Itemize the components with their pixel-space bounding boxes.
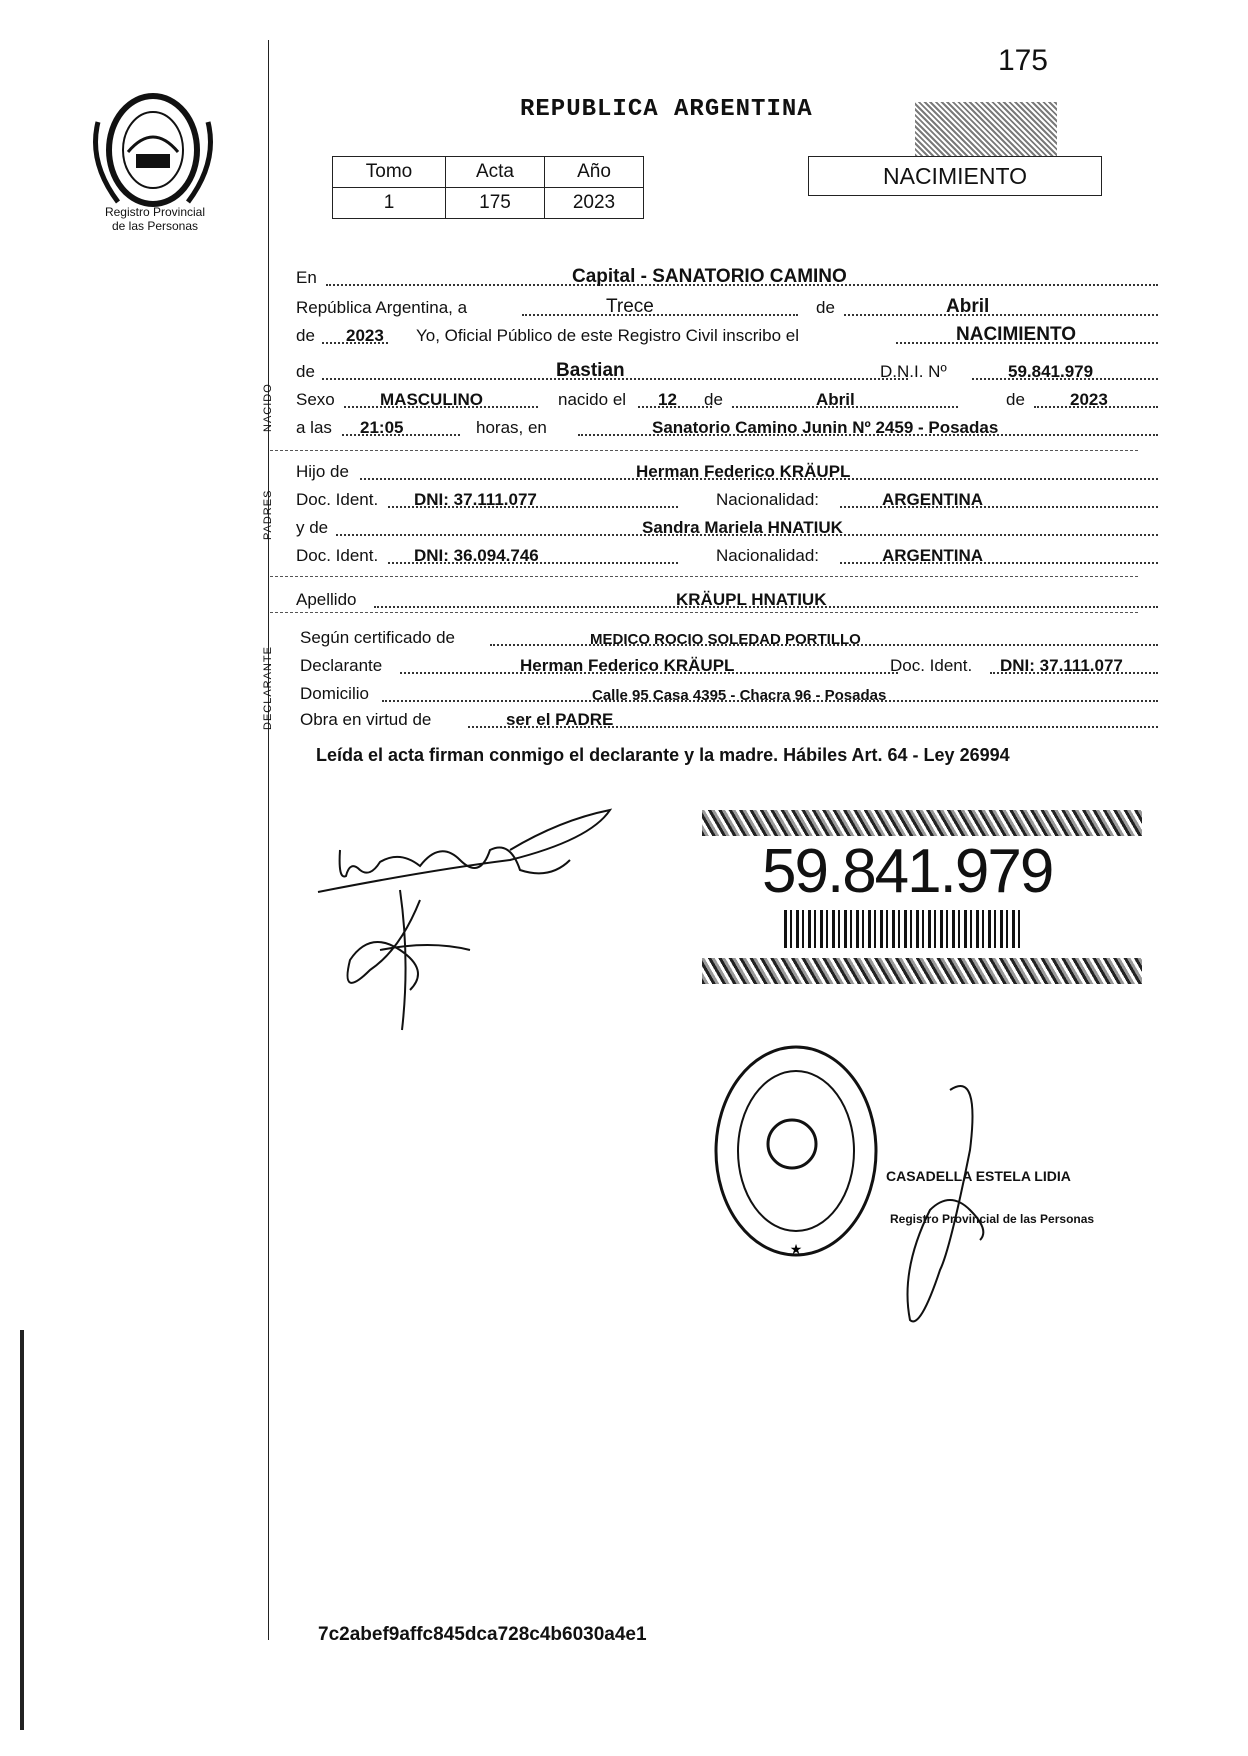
label-nac-mother: Nacionalidad: (716, 546, 820, 565)
row-sexo (296, 384, 1158, 412)
label-hijo-de: Hijo de (296, 462, 349, 481)
row-apellido (296, 584, 1158, 612)
signatures-icon (310, 800, 620, 1040)
label-de-3: de (1006, 390, 1025, 409)
row-obra (296, 704, 1158, 732)
mother-nationality: ARGENTINA (882, 546, 984, 565)
official-institution: Registro Provincial de las Personas (890, 1212, 1095, 1226)
scan-edge (20, 1330, 24, 1730)
label-doc-declarante: Doc. Ident. (890, 656, 973, 675)
registry-seal-icon (712, 1040, 880, 1262)
father-doc: DNI: 37.111.077 (414, 490, 537, 509)
row-hora (296, 412, 1158, 440)
row-father-doc (296, 484, 1158, 512)
declarante-name: Herman Federico KRÄUPL (520, 656, 735, 675)
mother-doc: DNI: 36.094.746 (414, 546, 539, 565)
row-y-de (296, 512, 1158, 540)
row-declarante (296, 650, 1158, 678)
svg-text:★: ★ (789, 1242, 803, 1258)
label-horas: horas, en (476, 418, 547, 437)
document-hash: 7c2abef9affc845dca728c4b6030a4e1 (318, 1624, 647, 1645)
record-type-box: NACIMIENTO (808, 156, 1102, 196)
label-de-name: de (296, 362, 315, 381)
page-number: 175 (997, 44, 1048, 77)
child-dni: 59.841.979 (1008, 362, 1094, 381)
father-name: Herman Federico KRÄUPL (636, 462, 851, 481)
row-republica (296, 292, 1158, 320)
act-type: NACIMIENTO (956, 324, 1076, 345)
security-band-top (702, 810, 1142, 836)
row-en (296, 262, 1158, 290)
year-value: 2023 (346, 326, 384, 345)
row-certificado (296, 622, 1158, 650)
issuer-caption (80, 205, 230, 233)
divider-3 (270, 612, 1138, 613)
label-en: En (296, 268, 317, 287)
value-tomo: 1 (333, 188, 446, 219)
value-acta: 175 (446, 188, 545, 219)
label-domicilio: Domicilio (300, 684, 369, 703)
day-word: Trece (606, 296, 654, 317)
label-a-las: a las (296, 418, 332, 437)
birth-place: Sanatorio Camino Junin Nº 2459 - Posadas (652, 418, 999, 437)
child-name: Bastian (556, 360, 625, 381)
label-republica: República Argentina, a (296, 298, 468, 317)
label-sexo: Sexo (296, 390, 335, 409)
obra-value: ser el PADRE (506, 710, 614, 729)
province-emblem-icon (88, 82, 218, 212)
month-word: Abril (946, 296, 990, 317)
issuer-caption-line2: de las Personas (111, 219, 199, 233)
label-nac-father: Nacionalidad: (716, 490, 820, 509)
label-obra: Obra en virtud de (300, 710, 432, 729)
security-stamp (915, 102, 1057, 156)
birth-day: 12 (658, 390, 677, 409)
label-declarante: Declarante (300, 656, 383, 675)
label-de: de (816, 298, 835, 317)
domicilio-value: Calle 95 Casa 4395 - Chacra 96 - Posadas (592, 687, 887, 704)
row-nacido-name (296, 356, 1158, 384)
label-de-2: de (704, 390, 723, 409)
issuer-caption-line1: Registro Provincial (104, 205, 206, 219)
mother-name: Sandra Mariela HNATIUK (642, 518, 843, 537)
father-nationality: ARGENTINA (882, 490, 984, 509)
section-nacido: NACIDO (262, 383, 274, 432)
left-margin-line (268, 40, 269, 1640)
section-padres: PADRES (262, 489, 274, 540)
header-acta: Acta (446, 157, 545, 188)
row-year (296, 320, 1158, 348)
declarante-doc: DNI: 37.111.077 (1000, 656, 1123, 675)
dni-label (702, 810, 1142, 990)
label-nacido-el: nacido el (558, 390, 627, 409)
divider-2 (270, 576, 1138, 577)
value-anio: 2023 (545, 188, 644, 219)
label-dni: D.N.I. Nº (880, 362, 947, 381)
label-de-year: de (296, 326, 315, 345)
certificado-value: MEDICO ROCIO SOLEDAD PORTILLO (590, 631, 861, 648)
birth-year: 2023 (1070, 390, 1108, 409)
divider-1 (270, 450, 1138, 451)
row-domicilio (296, 678, 1158, 706)
label-apellido: Apellido (296, 590, 357, 609)
place-value: Capital - SANATORIO CAMINO (572, 266, 847, 287)
birth-time: 21:05 (360, 418, 404, 437)
official-signature-icon (890, 1070, 1000, 1350)
official-name: CASADELLA ESTELA LIDIA (886, 1168, 1071, 1184)
security-band-bottom (702, 958, 1142, 984)
legal-text: Leída el acta firman conmigo el declarante y la madre. Hábiles Art. 64 - Ley 26994 (316, 745, 1010, 765)
label-doc-mother: Doc. Ident. (296, 546, 379, 565)
row-hijo (296, 456, 1158, 484)
header-anio: Año (545, 157, 644, 188)
registry-table (332, 156, 644, 219)
barcode-icon (784, 910, 1024, 948)
sexo-value: MASCULINO (380, 390, 483, 409)
dni-number-large: 59.841.979 (762, 837, 1053, 906)
label-doc-father: Doc. Ident. (296, 490, 379, 509)
section-declarante: DECLARANTE (262, 646, 274, 730)
document-title: REPUBLICA ARGENTINA (520, 96, 813, 123)
label-y-de: y de (296, 518, 329, 537)
inscribo-text: Yo, Oficial Público de este Registro Civil inscribo el (416, 326, 799, 345)
header-tomo: Tomo (333, 157, 446, 188)
surname-value: KRÄUPL HNATIUK (676, 590, 827, 609)
label-certificado: Según certificado de (300, 628, 455, 647)
birth-month: Abril (816, 390, 855, 409)
row-mother-doc (296, 540, 1158, 568)
